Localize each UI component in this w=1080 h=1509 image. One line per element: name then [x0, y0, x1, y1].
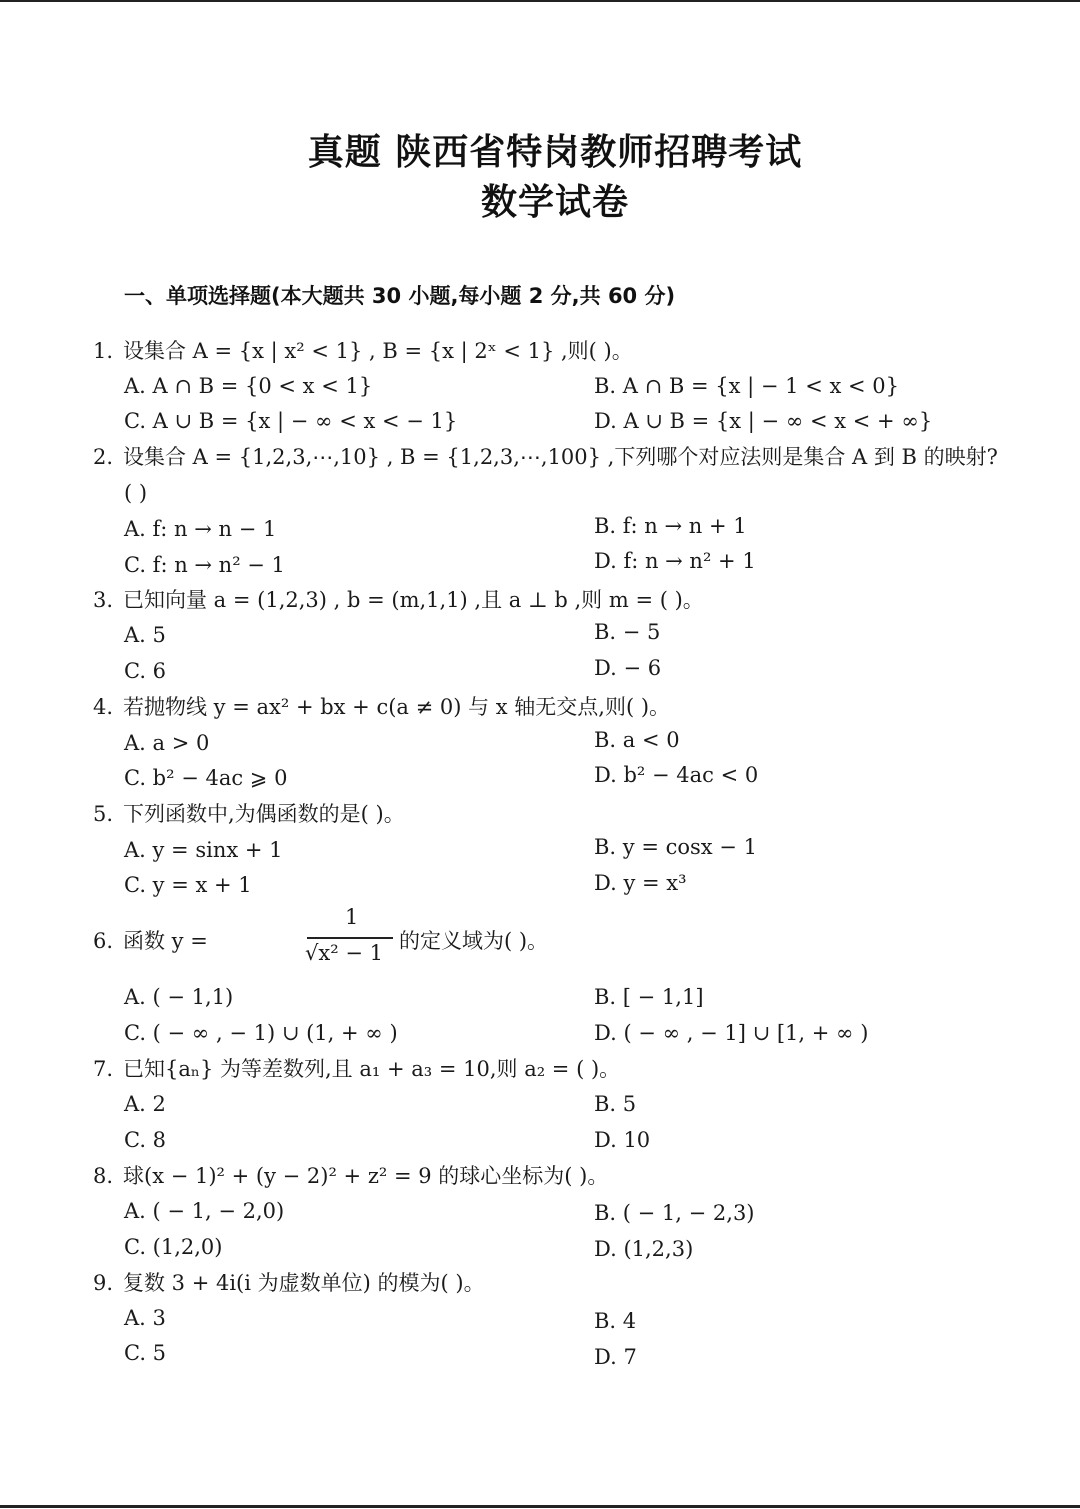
question-2-option-c: C. f: n → n² − 1 — [124, 553, 285, 577]
question-4-option-a: A. a > 0 — [124, 731, 210, 755]
question-9-option-c: C. 5 — [124, 1341, 167, 1365]
question-2-option-a: A. f: n → n − 1 — [124, 517, 277, 541]
question-9-option-b: B. 4 — [594, 1309, 637, 1333]
question-8-stem: 8. 球(x − 1)² + (y − 2)² + z² = 9 的球心坐标为( )。 — [93, 1164, 609, 1188]
question-2-option-d: D. f: n → n² + 1 — [594, 549, 756, 573]
question-9-stem: 9. 复数 3 + 4i(i 为虚数单位) 的模为( )。 — [93, 1271, 485, 1295]
fraction-bar — [307, 937, 393, 939]
question-1-option-d: D. A ∪ B = {x | − ∞ < x < + ∞} — [594, 409, 933, 433]
question-7-stem: 7. 已知{aₙ} 为等差数列,且 a₁ + a₃ = 10,则 a₂ = ( )。 — [93, 1057, 621, 1081]
question-9-option-d: D. 7 — [594, 1345, 637, 1369]
page-title: 真题 陕西省特岗教师招聘考试 — [307, 132, 803, 173]
question-1-option-b: B. A ∩ B = {x | − 1 < x < 0} — [594, 374, 899, 398]
page-subtitle: 数学试卷 — [480, 182, 629, 223]
question-6-lead: 6. 函数 y = — [93, 929, 208, 953]
question-2-stem: 2. 设集合 A = {1,2,3,⋯,10} , B = {1,2,3,⋯,100} ,下列哪个对应法则是集合 A 到 B 的映射? — [93, 445, 998, 469]
question-8-option-a: A. ( − 1, − 2,0) — [124, 1199, 285, 1223]
question-1-option-a: A. A ∩ B = {0 < x < 1} — [124, 374, 373, 398]
question-5-option-d: D. y = x³ — [594, 871, 687, 895]
question-5-stem: 5. 下列函数中,为偶函数的是( )。 — [93, 802, 405, 826]
question-5-option-c: C. y = x + 1 — [124, 873, 252, 897]
question-7-option-a: A. 2 — [124, 1092, 166, 1116]
question-3-option-b: B. − 5 — [594, 620, 661, 644]
question-8-option-d: D. (1,2,3) — [594, 1237, 694, 1261]
question-8-option-c: C. (1,2,0) — [124, 1235, 223, 1259]
question-7-option-b: B. 5 — [594, 1092, 637, 1116]
question-5-option-b: B. y = cosx − 1 — [594, 835, 757, 859]
question-2-stem-continuation: ( ) — [124, 481, 148, 505]
question-6-option-b: B. [ − 1,1] — [594, 985, 704, 1009]
question-1-stem: 1. 设集合 A = {x | x² < 1} , B = {x | 2ˣ < 1} ,则( )。 — [93, 339, 633, 363]
question-8-option-b: B. ( − 1, − 2,3) — [594, 1201, 755, 1225]
question-3-option-c: C. 6 — [124, 659, 167, 683]
question-4-option-c: C. b² − 4ac ⩾ 0 — [124, 766, 288, 790]
question-3-option-d: D. − 6 — [594, 656, 662, 680]
fraction-denominator: √x² − 1 — [305, 941, 383, 965]
question-1-option-c: C. A ∪ B = {x | − ∞ < x < − 1} — [124, 409, 458, 433]
fraction-numerator: 1 — [345, 905, 359, 929]
question-6-stem — [93, 905, 693, 975]
question-2-option-b: B. f: n → n + 1 — [594, 514, 747, 538]
question-7-option-c: C. 8 — [124, 1128, 167, 1152]
question-4-option-d: D. b² − 4ac < 0 — [594, 763, 759, 787]
bottom-border — [0, 1505, 1080, 1508]
question-4-stem: 4. 若抛物线 y = ax² + bx + c(a ≠ 0) 与 x 轴无交点,则( )。 — [93, 695, 671, 719]
question-6-tail: 的定义域为( )。 — [399, 929, 549, 953]
question-5-option-a: A. y = sinx + 1 — [124, 838, 283, 862]
question-4-option-b: B. a < 0 — [594, 728, 680, 752]
question-7-option-d: D. 10 — [594, 1128, 651, 1152]
question-9-option-a: A. 3 — [124, 1306, 166, 1330]
question-6-option-a: A. ( − 1,1) — [124, 985, 234, 1009]
question-6-option-c: C. ( − ∞ , − 1) ∪ (1, + ∞ ) — [124, 1021, 398, 1045]
question-3-option-a: A. 5 — [124, 623, 166, 647]
question-6-option-d: D. ( − ∞ , − 1] ∪ [1, + ∞ ) — [594, 1021, 869, 1045]
section-heading: 一、单项选择题(本大题共 30 小题,每小题 2 分,共 60 分) — [124, 284, 676, 308]
question-3-stem: 3. 已知向量 a = (1,2,3) , b = (m,1,1) ,且 a ⊥ b ,则 m = ( )。 — [93, 588, 704, 612]
